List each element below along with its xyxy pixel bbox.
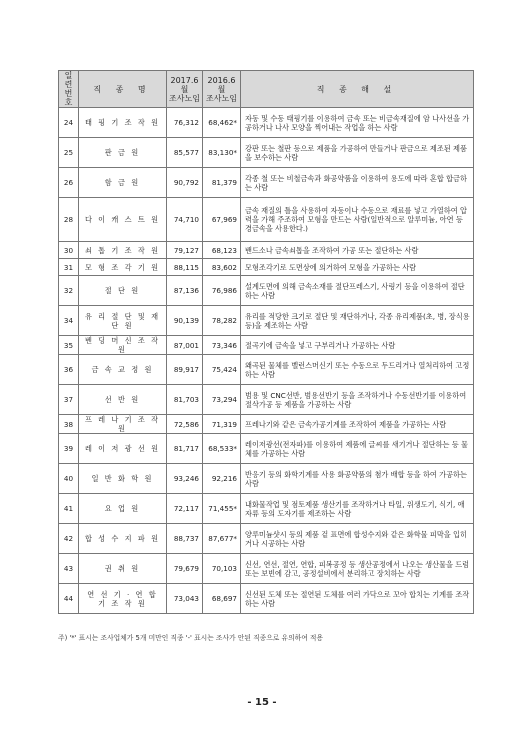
- row-value-2017: 90,792: [167, 168, 203, 198]
- table-row: [59, 242, 474, 259]
- row-no: 34: [59, 306, 79, 336]
- header-2017: [167, 71, 203, 108]
- row-title: 유 리 절 단 및 재 단 원: [79, 306, 167, 336]
- row-no: 35: [59, 336, 79, 355]
- row-value-2016: 68,462*: [203, 108, 241, 138]
- row-title: 선 반 원: [79, 385, 167, 415]
- row-value-2016: 70,103: [203, 554, 241, 584]
- row-value-2016: 73,294: [203, 385, 241, 415]
- row-value-2016: 71,319: [203, 415, 241, 434]
- table-row: [59, 434, 474, 464]
- header-2017-line1: 2017.6월: [170, 75, 199, 94]
- row-title: 쇠 톱 기 조 작 원: [79, 242, 167, 259]
- header-2016-line2: 조사노임: [206, 93, 237, 103]
- row-no: 31: [59, 259, 79, 276]
- row-description: 모형조각기로 도면상에 의거하여 모형을 가공하는 사람: [241, 259, 474, 276]
- row-title: 권 취 원: [79, 554, 167, 584]
- table-row: [59, 198, 474, 242]
- row-no: 43: [59, 554, 79, 584]
- table-row: [59, 108, 474, 138]
- row-no: 42: [59, 524, 79, 554]
- row-value-2016: 68,533*: [203, 434, 241, 464]
- table-row: [59, 259, 474, 276]
- row-value-2017: 72,117: [167, 494, 203, 524]
- row-description: 자동 및 수동 태핑기를 이용하여 금속 또는 비금속재질에 암 나사선을 가공하거나 나사 모양을 찍어내는 작업을 하는 사람: [241, 108, 474, 138]
- row-title: 벤 딩 머 신 조 작 원: [79, 336, 167, 355]
- row-value-2017: 79,127: [167, 242, 203, 259]
- row-description: 설계도면에 의해 금속소재를 절단프레스기, 사링기 등을 이용하여 절단하는 사람: [241, 276, 474, 306]
- row-title: 다 이 캐 스 트 원: [79, 198, 167, 242]
- table-row: [59, 524, 474, 554]
- row-value-2016: 87,677*: [203, 524, 241, 554]
- row-no: 41: [59, 494, 79, 524]
- row-title: 금 속 교 정 원: [79, 355, 167, 385]
- row-no: 39: [59, 434, 79, 464]
- row-description: 강판 또는 철판 등으로 제품을 가공하여 만들거나 판금으로 제조된 제품을 보수하는 사람: [241, 138, 474, 168]
- row-title: 요 업 원: [79, 494, 167, 524]
- row-description: 내화물작업 및 점토제품 생산기를 조작하거나 타일, 위생도기, 식기, 애자류 등의 도자기를 제조하는 사람: [241, 494, 474, 524]
- row-title: 판 금 원: [79, 138, 167, 168]
- row-title: 절 단 원: [79, 276, 167, 306]
- table-row: [59, 138, 474, 168]
- row-title: 프 레 나 기 조 작 원: [79, 415, 167, 434]
- row-value-2016: 92,216: [203, 464, 241, 494]
- table-row: [59, 355, 474, 385]
- row-description: 프레나기와 같은 금속가공기계를 조작하여 제품을 가공하는 사람: [241, 415, 474, 434]
- row-title: 모 형 조 각 기 원: [79, 259, 167, 276]
- row-description: 반응기 등의 화학기계를 사용 화공약품의 첨가 배합 등을 하여 가공하는 사람: [241, 464, 474, 494]
- row-value-2017: 73,043: [167, 584, 203, 614]
- row-description: 유리를 적당한 크기로 절단 및 재단하거나, 각종 유리제품(초, 병, 장식용 등)을 제조하는 사람: [241, 306, 474, 336]
- row-value-2016: 68,697: [203, 584, 241, 614]
- row-value-2017: 81,717: [167, 434, 203, 464]
- row-description: 신선된 도체 또는 절연된 도체를 여러 가닥으로 꼬아 합치는 기계를 조작하는 사람: [241, 584, 474, 614]
- row-no: 24: [59, 108, 79, 138]
- row-description: 금속 재질의 틀을 사용하여 자동이나 수동으로 재료를 넣고 가열하여 압력을 가해 주조하여 모형을 만드는 사람(일반적으로 알루미늄, 아연 등 경금속을 사용한다.): [241, 198, 474, 242]
- row-no: 44: [59, 584, 79, 614]
- header-no: 일련 번호: [59, 71, 79, 108]
- wage-table: [58, 70, 474, 614]
- row-title: 태 핑 기 조 작 원: [79, 108, 167, 138]
- row-description: 밴드소나 금속쇠톱을 조작하여 가공 또는 절단하는 사람: [241, 242, 474, 259]
- header-desc: 직 종 해 설: [241, 71, 474, 108]
- row-value-2017: 85,577: [167, 138, 203, 168]
- row-description: 각종 철 또는 비철금속과 화공약품을 이용하여 용도에 따라 혼합 합금하는 사람: [241, 168, 474, 198]
- table-row: [59, 168, 474, 198]
- row-value-2016: 76,986: [203, 276, 241, 306]
- row-value-2017: 72,586: [167, 415, 203, 434]
- row-no: 37: [59, 385, 79, 415]
- table-header-row: [59, 71, 474, 108]
- row-value-2017: 88,737: [167, 524, 203, 554]
- table-row: [59, 554, 474, 584]
- row-no: 25: [59, 138, 79, 168]
- row-no: 40: [59, 464, 79, 494]
- row-value-2017: 88,115: [167, 259, 203, 276]
- row-value-2016: 73,346: [203, 336, 241, 355]
- header-2016: [203, 71, 241, 108]
- table-row: [59, 584, 474, 614]
- row-value-2016: 83,130*: [203, 138, 241, 168]
- row-value-2017: 76,312: [167, 108, 203, 138]
- row-no: 30: [59, 242, 79, 259]
- table-row: [59, 464, 474, 494]
- row-value-2017: 93,246: [167, 464, 203, 494]
- table-row: [59, 336, 474, 355]
- row-description: 신선, 연선, 절연, 연합, 피복공정 등 생산공정에서 나오는 생산물을 드럼 또는 보빈에 감고, 공정설비에서 분리하고 장치하는 사람: [241, 554, 474, 584]
- row-value-2016: 81,379: [203, 168, 241, 198]
- table-row: [59, 415, 474, 434]
- row-no: 28: [59, 198, 79, 242]
- row-description: 범용 및 CNC선반, 범용선반기 등을 조작하거나 수동선반기를 이용하여 절삭가공 등 제품을 가공하는 사람: [241, 385, 474, 415]
- footnote: 주) '*' 표시는 조사업체가 5개 미만인 직종 '-' 표시는 조사가 안된 직종으로 유의하여 적용: [58, 634, 324, 642]
- row-description: 양루미늄샷시 등의 제품 겉 표면에 합성수지와 같은 화학물 피막을 입히거나 시공하는 사람: [241, 524, 474, 554]
- row-no: 32: [59, 276, 79, 306]
- table-row: [59, 385, 474, 415]
- row-value-2016: 68,123: [203, 242, 241, 259]
- row-title: 합 성 수 지 파 원: [79, 524, 167, 554]
- row-description: 레이저광선(전자파)를 이용하여 제품에 글씨를 새기거나 절단하는 등 물체를 가공하는 사람: [241, 434, 474, 464]
- table-row: [59, 276, 474, 306]
- row-description: 절곡기에 금속을 넣고 구부리거나 가공하는 사람: [241, 336, 474, 355]
- row-value-2017: 79,679: [167, 554, 203, 584]
- page-number: - 15 -: [247, 697, 277, 708]
- row-value-2017: 89,917: [167, 355, 203, 385]
- row-no: 26: [59, 168, 79, 198]
- row-value-2017: 87,001: [167, 336, 203, 355]
- header-2016-line1: 2016.6월: [207, 75, 236, 94]
- row-no: 38: [59, 415, 79, 434]
- row-value-2017: 87,136: [167, 276, 203, 306]
- row-value-2017: 74,710: [167, 198, 203, 242]
- row-value-2016: 83,602: [203, 259, 241, 276]
- row-title: 레 이 저 광 선 원: [79, 434, 167, 464]
- row-no: 36: [59, 355, 79, 385]
- row-value-2016: 75,424: [203, 355, 241, 385]
- row-value-2017: 90,139: [167, 306, 203, 336]
- table-body: [59, 108, 474, 614]
- table-row: [59, 306, 474, 336]
- row-title: 일 반 화 학 원: [79, 464, 167, 494]
- row-value-2016: 67,969: [203, 198, 241, 242]
- row-value-2016: 71,455*: [203, 494, 241, 524]
- row-description: 왜곡된 물체를 벨런스머신기 또는 수동으로 두드리거나 열처리하여 고정하는 사람: [241, 355, 474, 385]
- table-row: [59, 494, 474, 524]
- header-2017-line2: 조사노임: [169, 93, 200, 103]
- row-value-2017: 81,703: [167, 385, 203, 415]
- row-value-2016: 78,282: [203, 306, 241, 336]
- row-title: 연 선 기 · 연 합 기 조 작 원: [79, 584, 167, 614]
- header-title: 직 종 명: [79, 71, 167, 108]
- row-title: 함 금 원: [79, 168, 167, 198]
